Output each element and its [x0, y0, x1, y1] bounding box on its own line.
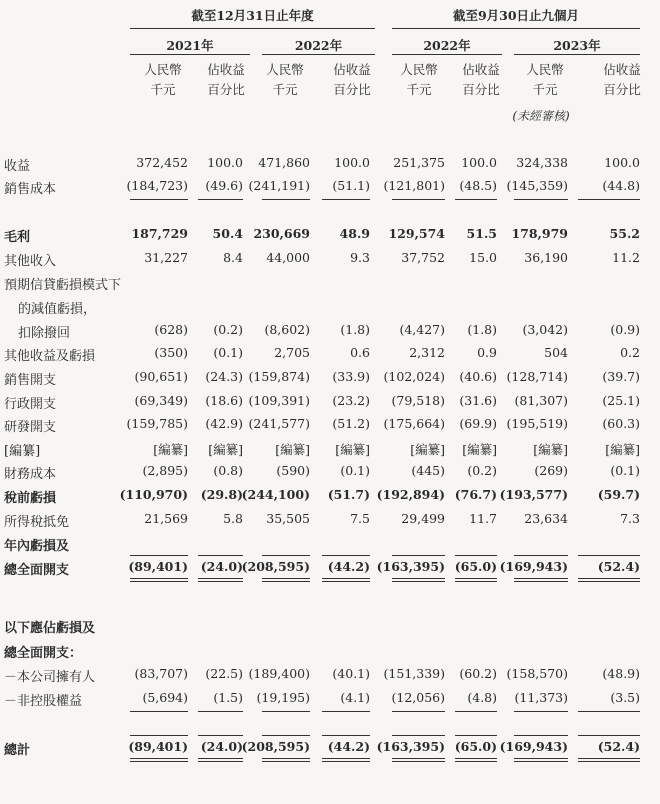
- double-rule: [130, 761, 188, 762]
- table-cell: 44,000: [266, 250, 310, 265]
- table-cell: 29,499: [401, 511, 445, 526]
- year-header-1: 2021年: [166, 38, 214, 53]
- table-cell: (208,595): [241, 739, 310, 754]
- table-cell: (52.4): [597, 739, 640, 754]
- subtotal-rule: [322, 555, 370, 556]
- table-cell: (159,874): [248, 369, 310, 384]
- table-cell: (40.1): [332, 666, 370, 681]
- table-cell: (19,195): [256, 690, 310, 705]
- row-label: [編纂]: [4, 444, 41, 459]
- table-cell: (193,577): [499, 487, 568, 502]
- table-cell: 51.5: [466, 226, 497, 241]
- table-cell: (189,400): [248, 666, 310, 681]
- table-cell: (65.0): [454, 739, 497, 754]
- subtotal-rule: [514, 711, 568, 712]
- year-rule-4: [514, 54, 640, 55]
- row-label: －本公司擁有人: [4, 670, 96, 685]
- table-cell: 0.9: [477, 345, 497, 360]
- table-cell: 23,634: [524, 511, 568, 526]
- table-cell: 50.4: [212, 226, 243, 241]
- table-cell: (81,307): [514, 393, 568, 408]
- table-cell: 2,312: [409, 345, 445, 360]
- double-rule: [455, 581, 497, 582]
- table-cell: (1.8): [340, 322, 370, 337]
- table-cell: (22.5): [205, 666, 243, 681]
- double-rule: [455, 761, 497, 762]
- row-label: 銷售成本: [4, 182, 57, 197]
- table-cell: (24.3): [205, 369, 243, 384]
- table-cell: 372,452: [136, 155, 188, 170]
- table-cell: (31.6): [459, 393, 497, 408]
- table-cell: (76.7): [454, 487, 497, 502]
- table-cell: (244,100): [241, 487, 310, 502]
- table-cell: (445): [411, 463, 445, 478]
- table-cell: 324,338: [516, 155, 568, 170]
- row-label: －非控股權益: [4, 694, 83, 709]
- table-cell: (241,191): [248, 178, 310, 193]
- table-cell: (51.2): [332, 416, 370, 431]
- year-rule-2: [262, 54, 375, 55]
- double-rule: [262, 761, 310, 762]
- pct-header-1: [194, 60, 258, 100]
- table-cell: (24.0): [200, 559, 243, 574]
- double-rule: [262, 578, 310, 579]
- table-cell: (42.9): [205, 416, 243, 431]
- table-cell: 31,227: [144, 250, 188, 265]
- table-cell: (3,042): [522, 322, 568, 337]
- table-cell: (590): [276, 463, 310, 478]
- subtotal-rule: [578, 199, 640, 200]
- table-cell: 48.9: [339, 226, 370, 241]
- table-cell: (39.7): [602, 369, 640, 384]
- amount-header-2: [253, 60, 317, 100]
- table-cell: (184,723): [126, 178, 188, 193]
- table-cell: 15.0: [469, 250, 497, 265]
- subtotal-rule: [455, 555, 497, 556]
- double-rule: [130, 758, 188, 759]
- table-cell: (151,339): [383, 666, 445, 681]
- table-cell: 504: [544, 345, 568, 360]
- double-rule: [322, 761, 370, 762]
- table-cell: (0.2): [213, 322, 243, 337]
- subtotal-rule: [514, 555, 568, 556]
- double-rule: [130, 581, 188, 582]
- amount-header-3: [387, 60, 451, 100]
- table-cell: (195,519): [506, 416, 568, 431]
- table-cell: (33.9): [332, 369, 370, 384]
- table-cell: (158,570): [506, 666, 568, 681]
- table-cell: (350): [154, 345, 188, 360]
- table-cell: (8,602): [264, 322, 310, 337]
- subtotal-rule: [130, 199, 188, 200]
- double-rule: [455, 578, 497, 579]
- table-cell: 37,752: [401, 250, 445, 265]
- subtotal-rule: [262, 735, 310, 736]
- pct-label-line: 佔收益: [207, 62, 245, 77]
- table-cell: 55.2: [609, 226, 640, 241]
- double-rule: [514, 578, 568, 579]
- table-cell: (3.5): [610, 690, 640, 705]
- row-label: 扣除撥回: [18, 326, 71, 341]
- subtotal-rule: [262, 199, 310, 200]
- subtotal-rule: [198, 199, 243, 200]
- double-rule: [392, 578, 445, 579]
- row-label: 預期信貸虧損模式下: [4, 278, 122, 293]
- table-cell: (83,707): [134, 666, 188, 681]
- subtotal-rule: [322, 711, 370, 712]
- table-cell: (4.8): [467, 690, 497, 705]
- unaudited-note: (未經審核): [512, 109, 570, 123]
- row-label: 年內虧損及: [4, 539, 70, 554]
- pct-label-line: 佔收益: [603, 62, 641, 77]
- table-cell: (51.1): [332, 178, 370, 193]
- double-rule: [262, 581, 310, 582]
- table-cell: [編纂]: [208, 442, 243, 457]
- table-cell: (65.0): [454, 559, 497, 574]
- year-header-4: 2023年: [553, 38, 601, 53]
- table-cell: (208,595): [241, 559, 310, 574]
- table-cell: (0.1): [610, 463, 640, 478]
- subtotal-rule: [198, 711, 243, 712]
- double-rule: [578, 761, 640, 762]
- row-label: 研發開支: [4, 420, 57, 435]
- row-label: 財務成本: [4, 467, 57, 482]
- amount-label-line: 千元: [532, 82, 558, 97]
- table-cell: 21,569: [144, 511, 188, 526]
- table-cell: 0.2: [620, 345, 640, 360]
- amount-label-line: 人民幣: [144, 62, 182, 77]
- table-cell: (1.8): [467, 322, 497, 337]
- amount-label-line: 人民幣: [400, 62, 438, 77]
- year-header-3: 2022年: [423, 38, 471, 53]
- table-cell: [編纂]: [275, 442, 310, 457]
- period-rule-annual: [130, 28, 375, 29]
- subtotal-rule: [578, 711, 640, 712]
- table-cell: (269): [534, 463, 568, 478]
- subtotal-rule: [322, 199, 370, 200]
- double-rule: [578, 758, 640, 759]
- table-cell: (23.2): [332, 393, 370, 408]
- subtotal-rule: [130, 555, 188, 556]
- amount-header-1: [131, 60, 195, 100]
- year-rule-1: [130, 54, 250, 55]
- table-cell: (40.6): [459, 369, 497, 384]
- double-rule: [392, 581, 445, 582]
- table-cell: (60.2): [459, 666, 497, 681]
- table-cell: (0.2): [467, 463, 497, 478]
- table-cell: (163,395): [376, 559, 445, 574]
- pct-label-line: 百分比: [333, 82, 371, 97]
- subtotal-rule: [130, 711, 188, 712]
- table-cell: (241,577): [248, 416, 310, 431]
- table-cell: 251,375: [393, 155, 445, 170]
- subtotal-rule: [392, 199, 445, 200]
- table-cell: 9.3: [350, 250, 370, 265]
- double-rule: [198, 758, 243, 759]
- row-label: 其他收入: [4, 254, 57, 269]
- table-cell: (69.9): [459, 416, 497, 431]
- table-cell: 100.0: [334, 155, 370, 170]
- row-label: 其他收益及虧損: [4, 349, 96, 364]
- double-rule: [262, 758, 310, 759]
- table-cell: 8.4: [223, 250, 243, 265]
- double-rule: [322, 581, 370, 582]
- subtotal-rule: [455, 735, 497, 736]
- table-cell: 178,979: [511, 226, 568, 241]
- period-title-annual: 截至12月31日止年度: [191, 8, 314, 23]
- table-cell: 7.5: [350, 511, 370, 526]
- table-cell: (25.1): [602, 393, 640, 408]
- table-cell: 100.0: [604, 155, 640, 170]
- table-cell: (628): [154, 322, 188, 337]
- row-label: 總全面開支: [4, 563, 70, 578]
- table-cell: (48.5): [459, 178, 497, 193]
- table-cell: (44.2): [327, 739, 370, 754]
- table-cell: 11.2: [612, 250, 640, 265]
- year-rule-3: [392, 54, 502, 55]
- table-cell: 129,574: [388, 226, 445, 241]
- row-label: 以下應佔虧損及: [4, 621, 96, 636]
- double-rule: [198, 581, 243, 582]
- table-cell: (0.1): [340, 463, 370, 478]
- pct-header-4: [590, 60, 654, 100]
- table-cell: (90,651): [134, 369, 188, 384]
- table-cell: (121,801): [383, 178, 445, 193]
- double-rule: [392, 761, 445, 762]
- amount-label-line: 千元: [272, 82, 298, 97]
- year-header-2: 2022年: [294, 38, 343, 53]
- pct-header-3: [449, 60, 513, 100]
- table-cell: (159,785): [126, 416, 188, 431]
- table-cell: 187,729: [131, 226, 188, 241]
- double-rule: [198, 761, 243, 762]
- pct-label-line: 佔收益: [462, 62, 500, 77]
- double-rule: [578, 578, 640, 579]
- table-cell: (128,714): [506, 369, 568, 384]
- double-rule: [578, 581, 640, 582]
- table-cell: (49.6): [205, 178, 243, 193]
- double-rule: [198, 578, 243, 579]
- table-cell: [編纂]: [335, 442, 370, 457]
- table-cell: (109,391): [248, 393, 310, 408]
- subtotal-rule: [578, 735, 640, 736]
- subtotal-rule: [455, 199, 497, 200]
- table-cell: (0.1): [213, 345, 243, 360]
- table-cell: (69,349): [134, 393, 188, 408]
- amount-label-line: 人民幣: [266, 62, 304, 77]
- table-cell: 100.0: [461, 155, 497, 170]
- subtotal-rule: [514, 735, 568, 736]
- double-rule: [322, 578, 370, 579]
- table-cell: (5,694): [142, 690, 188, 705]
- row-label: 毛利: [4, 230, 31, 245]
- table-cell: 7.3: [620, 511, 640, 526]
- table-cell: 35,505: [266, 511, 310, 526]
- table-cell: (11,373): [514, 690, 568, 705]
- subtotal-rule: [198, 555, 243, 556]
- double-rule: [322, 758, 370, 759]
- table-cell: (59.7): [597, 487, 640, 502]
- row-label: 總全面開支：: [4, 646, 83, 661]
- table-cell: 100.0: [207, 155, 243, 170]
- table-cell: (169,943): [499, 559, 568, 574]
- subtotal-rule: [455, 711, 497, 712]
- table-cell: 11.7: [469, 511, 497, 526]
- table-cell: (51.7): [327, 487, 370, 502]
- table-cell: (169,943): [499, 739, 568, 754]
- double-rule: [130, 578, 188, 579]
- table-cell: (89,401): [128, 559, 188, 574]
- table-cell: (18.6): [205, 393, 243, 408]
- subtotal-rule: [392, 711, 445, 712]
- subtotal-rule: [578, 555, 640, 556]
- table-cell: (0.8): [213, 463, 243, 478]
- table-cell: (2,895): [142, 463, 188, 478]
- pct-header-2: [320, 60, 384, 100]
- row-label: 所得稅抵免: [4, 515, 70, 530]
- subtotal-rule: [198, 735, 243, 736]
- table-cell: [編纂]: [410, 442, 445, 457]
- double-rule: [514, 758, 568, 759]
- table-cell: 5.8: [223, 511, 243, 526]
- pct-label-line: 百分比: [462, 82, 500, 97]
- subtotal-rule: [322, 735, 370, 736]
- table-cell: (110,970): [119, 487, 188, 502]
- row-label: 總計: [4, 743, 31, 758]
- table-cell: (1.5): [213, 690, 243, 705]
- double-rule: [455, 758, 497, 759]
- table-cell: [編纂]: [605, 442, 640, 457]
- table-cell: [編纂]: [153, 442, 188, 457]
- row-label: 稅前虧損: [4, 491, 57, 506]
- table-cell: (48.9): [602, 666, 640, 681]
- table-cell: (24.0): [200, 739, 243, 754]
- subtotal-rule: [392, 735, 445, 736]
- subtotal-rule: [262, 555, 310, 556]
- row-label: 銷售開支: [4, 373, 57, 388]
- table-cell: (44.2): [327, 559, 370, 574]
- amount-label-line: 千元: [406, 82, 432, 97]
- subtotal-rule: [262, 711, 310, 712]
- row-label: 收益: [4, 159, 31, 174]
- double-rule: [514, 581, 568, 582]
- table-cell: 36,190: [524, 250, 568, 265]
- double-rule: [514, 761, 568, 762]
- table-cell: 2,705: [274, 345, 310, 360]
- period-title-nine-months: 截至9月30日止九個月: [452, 8, 580, 23]
- subtotal-rule: [130, 735, 188, 736]
- table-cell: (29.8): [200, 487, 243, 502]
- row-label: 的減值虧損，: [18, 302, 97, 317]
- subtotal-rule: [392, 555, 445, 556]
- table-cell: (79,518): [391, 393, 445, 408]
- table-cell: (145,359): [506, 178, 568, 193]
- table-cell: (89,401): [128, 739, 188, 754]
- table-cell: (0.9): [610, 322, 640, 337]
- amount-label-line: 千元: [150, 82, 176, 97]
- table-cell: (60.3): [602, 416, 640, 431]
- table-cell: 0.6: [350, 345, 370, 360]
- table-cell: (102,024): [383, 369, 445, 384]
- amount-label-line: 人民幣: [526, 62, 564, 77]
- table-cell: (192,894): [376, 487, 445, 502]
- table-cell: (52.4): [597, 559, 640, 574]
- table-cell: (175,664): [383, 416, 445, 431]
- pct-label-line: 佔收益: [333, 62, 371, 77]
- table-cell: (4,427): [399, 322, 445, 337]
- pct-label-line: 百分比: [207, 82, 245, 97]
- subtotal-rule: [514, 199, 568, 200]
- table-cell: 230,669: [253, 226, 310, 241]
- table-cell: [編纂]: [462, 442, 497, 457]
- pct-label-line: 百分比: [603, 82, 641, 97]
- table-cell: (12,056): [391, 690, 445, 705]
- table-cell: (4.1): [340, 690, 370, 705]
- period-rule-nine-months: [392, 28, 640, 29]
- amount-header-4: [513, 60, 577, 100]
- table-cell: (163,395): [376, 739, 445, 754]
- table-cell: 471,860: [258, 155, 310, 170]
- row-label: 行政開支: [4, 397, 57, 412]
- double-rule: [392, 758, 445, 759]
- table-cell: [編纂]: [533, 442, 568, 457]
- table-cell: (44.8): [602, 178, 640, 193]
